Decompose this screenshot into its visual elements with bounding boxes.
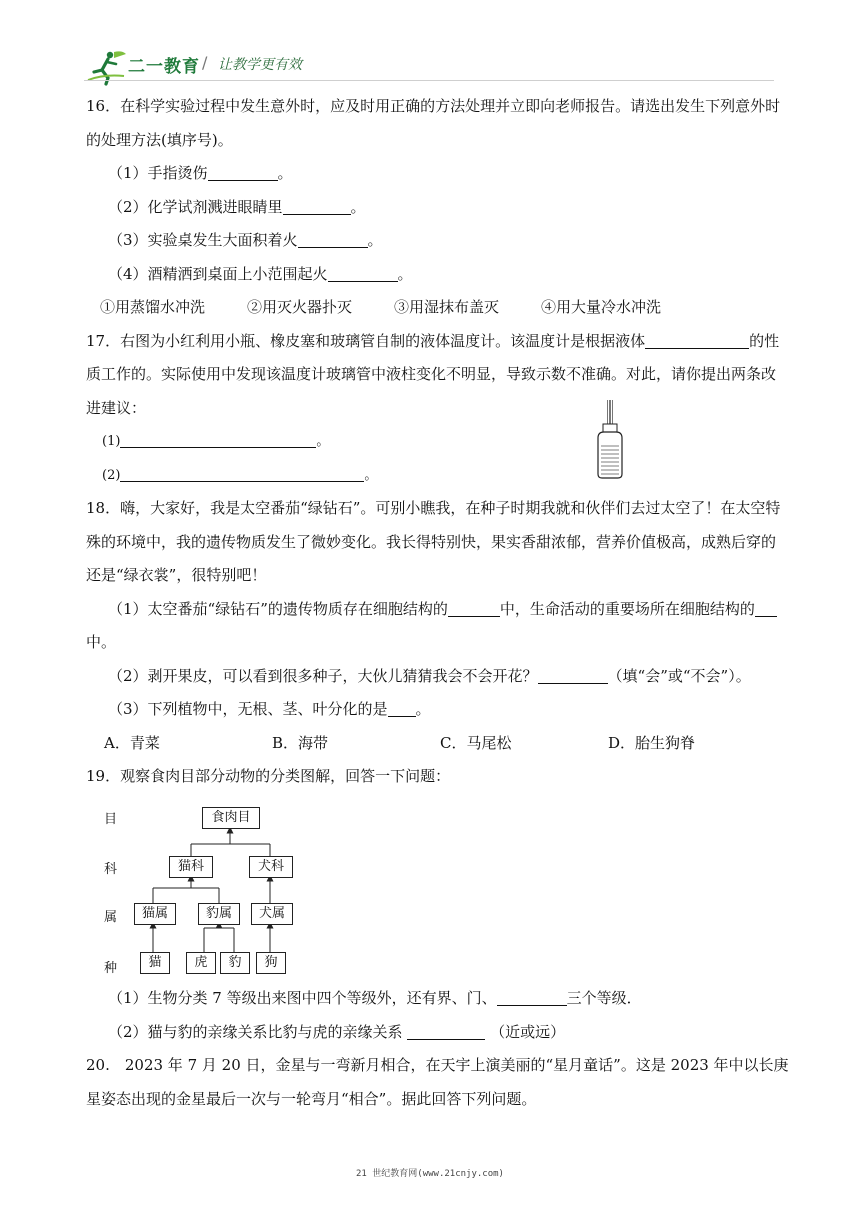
answer-blank[interactable] xyxy=(645,330,749,349)
q20-stem-line2: 星姿态出现的金星最后一次与一轮弯月“相合”。据此回答下列问题。 xyxy=(86,1089,537,1108)
rank-order: 目 xyxy=(104,812,118,827)
classification-diagram xyxy=(96,800,396,980)
q19-sub-1: （1）生物分类 7 等级出来图中四个等级外，还有界、门、 三个等级． xyxy=(108,989,642,1007)
answer-blank[interactable] xyxy=(388,698,416,717)
node-species-cat: 猫 xyxy=(140,952,170,974)
q20-stem-line1: 20. 2023 年 7 月 20 日，金星与一弯新月相合，在天宇上演美丽的“星月童话”。这是 2023 年中以长庚 xyxy=(86,1056,789,1074)
q16-stem-line1: 16．在科学实验过程中发生意外时，应及时用正确的方法处理并立即向老师报告。请选出发生下列意外时 xyxy=(86,97,781,115)
q17-stem-line1: 17．右图为小红利用小瓶、橡皮塞和玻璃管自制的液体温度计。该温度计是根据液体 的性 xyxy=(86,331,780,350)
q19-stem: 19．观察食肉目部分动物的分类图解，回答一下问题： xyxy=(86,767,451,785)
answer-blank[interactable] xyxy=(298,229,368,248)
node-species-dog: 狗 xyxy=(256,952,286,974)
q16-option-2: ②用灭火器扑灭 xyxy=(247,298,353,316)
q17-suggestion-2: (2) 。 xyxy=(86,459,776,493)
answer-blank[interactable] xyxy=(538,665,608,684)
q18-choice-c[interactable]: C．马尾松 xyxy=(440,733,512,752)
q18-sub-1-cont: 中。 xyxy=(86,633,117,651)
answer-blank[interactable] xyxy=(497,987,567,1006)
rank-family: 科 xyxy=(104,862,118,877)
q17-stem-line3: 进建议： xyxy=(86,398,147,417)
q16-item-1: （1）手指烫伤 。 xyxy=(108,164,293,182)
q18-stem-line3: 还是“绿衣裳”，很特别吧！ xyxy=(86,566,267,584)
answer-blank[interactable] xyxy=(120,463,364,482)
header-divider xyxy=(84,80,774,81)
q18-stem-line2: 殊的环境中，我的遗传物质发生了微妙变化。我长得特别快，果实香甜浓郁，营养价值极高，成熟后穿的 xyxy=(86,532,777,551)
q18-choice-b[interactable]: B．海带 xyxy=(272,733,329,752)
q16-option-3: ③用湿抹布盖灭 xyxy=(394,298,500,316)
answer-blank[interactable] xyxy=(120,429,316,448)
answer-blank[interactable] xyxy=(283,196,351,215)
q18-stem-line1: 18．嗨，大家好，我是太空番茄“绿钻石”。可别小瞧我，在种子时期我就和伙伴们去过太空了！在太空特 xyxy=(86,499,781,517)
logo-divider: / xyxy=(202,53,208,72)
q19-sub-2: （2）猫与豹的亲缘关系比豹与虎的亲缘关系 （近或远） xyxy=(108,1022,566,1041)
q18-choices xyxy=(86,727,776,761)
q18-choice-a[interactable]: A．青菜 xyxy=(104,733,160,752)
q16-item-2: （2）化学试剂溅进眼睛里 。 xyxy=(108,197,366,216)
q16-options xyxy=(86,291,776,325)
node-genus-felis: 猫属 xyxy=(134,903,176,925)
answer-blank[interactable] xyxy=(755,598,777,617)
node-genus-panthera: 豹属 xyxy=(198,903,240,925)
answer-blank[interactable] xyxy=(208,162,278,181)
answer-blank[interactable] xyxy=(328,263,398,282)
node-order-carnivora: 食肉目 xyxy=(202,807,260,829)
q16-item-4: （4）酒精洒到桌面上小范围起火 。 xyxy=(108,264,413,283)
page-footer: 21 世纪教育网(www.21cnjy.com) xyxy=(356,1169,504,1179)
q16-option-1: ①用蒸馏水冲洗 xyxy=(100,298,206,316)
q16-stem-line2: 的处理方法(填序号)。 xyxy=(86,130,233,149)
logo-text: 二一教育 xyxy=(128,57,200,77)
node-genus-canis: 犬属 xyxy=(251,903,293,925)
q18-choice-d[interactable]: D．胎生狗脊 xyxy=(608,733,696,752)
node-family-canidae: 犬科 xyxy=(249,856,293,878)
question-content-lower xyxy=(86,982,789,1116)
node-species-tiger: 虎 xyxy=(186,952,216,974)
q18-sub-1: （1）太空番茄“绿钻石”的遗传物质存在细胞结构的 中，生命活动的重要场所在细胞结构的 xyxy=(86,593,776,627)
question-content xyxy=(86,90,781,794)
rank-genus: 属 xyxy=(104,910,118,925)
rank-species: 种 xyxy=(104,961,118,976)
node-species-leopard: 豹 xyxy=(220,952,250,974)
q16-option-4: ④用大量冷水冲洗 xyxy=(541,298,662,316)
node-family-felidae: 猫科 xyxy=(169,856,213,878)
q18-sub-3: （3）下列植物中，无根、茎、叶分化的是 。 xyxy=(108,700,431,718)
q16-item-3: （3）实验桌发生大面积着火 。 xyxy=(108,231,383,249)
q17-stem-line2: 质工作的。实际使用中发现该温度计玻璃管中液柱变化不明显，导致示数不准确。对此，请你提出两条改 xyxy=(86,365,777,383)
q17-suggestion-1: (1) 。 xyxy=(86,425,776,459)
answer-blank[interactable] xyxy=(407,1021,485,1040)
logo-slogan: 让教学更有效 xyxy=(218,57,302,73)
answer-blank[interactable] xyxy=(448,598,500,617)
q18-sub-2: （2）剥开果皮，可以看到很多种子，大伙儿猜猜我会不会开花？ （填“会”或“不会”）。 xyxy=(108,666,751,685)
